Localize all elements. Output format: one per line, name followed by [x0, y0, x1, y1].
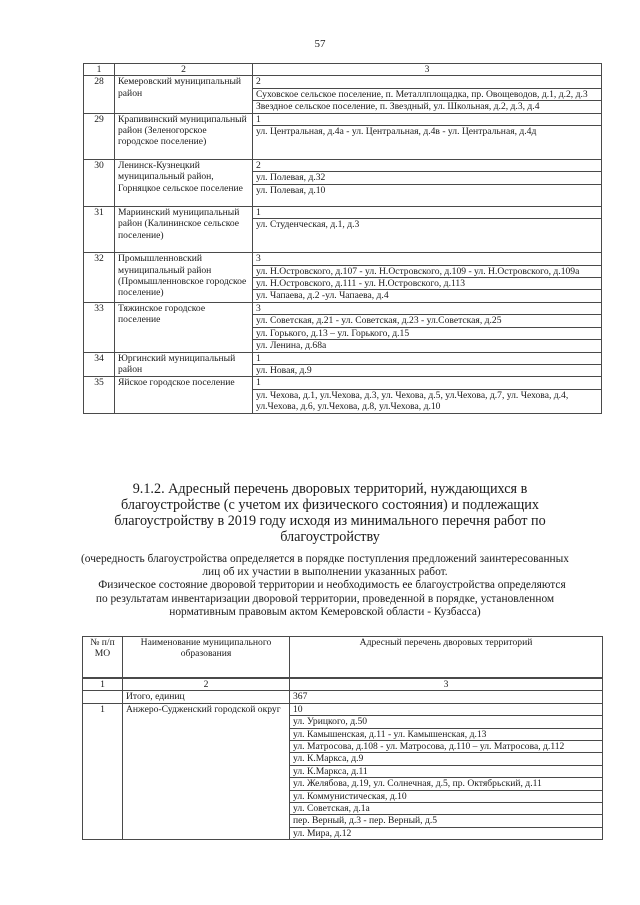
address-entry: ул. Полевая, д.10 [253, 184, 602, 206]
column-number: 2 [123, 678, 290, 691]
address-entry: ул. Н.Островского, д.111 - ул. Н.Островского, д.113 [253, 278, 602, 290]
column-number: 3 [253, 64, 602, 76]
header-municipality: Наименование муниципального образования [123, 637, 290, 679]
column-numbering-row [84, 64, 602, 76]
column-numbering-row [83, 678, 603, 691]
address-table-2019 [82, 636, 603, 840]
address-count: 1 [253, 113, 602, 125]
row-number: 32 [84, 253, 115, 303]
table-row [84, 206, 602, 218]
table-row [83, 703, 603, 715]
address-count: 10 [290, 703, 603, 715]
row-number: 1 [83, 703, 123, 839]
municipality-name: Крапивинский муниципальный район (Зеленогорское городское поселение) [115, 113, 253, 159]
row-number: 35 [84, 377, 115, 413]
table-row [84, 113, 602, 125]
municipality-name: Кемеровский муниципальный район [115, 76, 253, 113]
address-entry: пер. Верный, д.3 - пер. Верный, д.5 [290, 815, 603, 827]
address-entry: ул. Н.Островского, д.107 - ул. Н.Островского, д.109 - ул. Н.Островского, д.109а [253, 265, 602, 277]
column-number: 1 [83, 678, 123, 691]
table-row [84, 160, 602, 172]
municipality-name: Анжеро-Судженский городской округ [123, 703, 290, 839]
table-row [84, 352, 602, 364]
address-entry: ул. Центральная, д.4а - ул. Центральная, д.4в - ул. Центральная, д.4д [253, 126, 602, 160]
table-row [84, 377, 602, 389]
address-entry: ул. Полевая, д.32 [253, 172, 602, 184]
address-count: 1 [253, 377, 602, 389]
table-row [84, 253, 602, 265]
municipality-name: Тяжинское городское поселение [115, 302, 253, 352]
row-number: 33 [84, 302, 115, 352]
note-priority: (очередность благоустройства определяется в порядке поступления предложений заинтересованных лиц об их участии в выполнении указанных работ. [81, 553, 569, 579]
header-number: № п/п МО [83, 637, 123, 679]
address-entry: ул. Новая, д.9 [253, 364, 602, 376]
address-entry: ул. К.Маркса, д.9 [290, 753, 603, 765]
address-count: 3 [253, 302, 602, 314]
municipality-name: Ленинск-Кузнецкий муниципальный район, Горняцкое сельское поселение [115, 160, 253, 207]
address-entry: ул. Коммунистическая, д.10 [290, 790, 603, 802]
address-entry: ул. Матросова, д.108 - ул. Матросова, д.110 – ул. Матросова, д.112 [290, 741, 603, 753]
row-number: 31 [84, 206, 115, 252]
address-entry: ул. К.Маркса, д.11 [290, 765, 603, 777]
column-header-row [83, 637, 603, 679]
note-physical-state: Физическое состояние дворовой территории и необходимость ее благоустройства определяются по результатам инвентаризации дворовой территории, проведенной в порядке, установленном нормативным правовым актом Кемеровской области - Кузбасса) [95, 579, 566, 618]
municipality-name: Мариинский муниципальный район (Калининское сельское поселение) [115, 206, 253, 252]
column-number: 2 [115, 64, 253, 76]
total-row [83, 691, 603, 703]
address-entry: ул. Камышенская, д.11 - ул. Камышенская, д.13 [290, 728, 603, 740]
address-entry: ул. Студенческая, д.1, д.3 [253, 219, 602, 253]
row-number: 30 [84, 160, 115, 207]
section-heading: 9.1.2. Адресный перечень дворовых территорий, нуждающихся в благоустройстве (с учетом их физического состояния) и подлежащих благоустройству в 2019 году исходя из минимального перечня работ по благоустройству [114, 481, 546, 545]
address-entry: ул. Чапаева, д.2 -ул. Чапаева, д.4 [253, 290, 602, 302]
table-row [84, 76, 602, 88]
municipality-name: Юргинский муниципальный район [115, 352, 253, 377]
table-row [84, 302, 602, 314]
column-number: 1 [84, 64, 115, 76]
address-entry: ул. Чехова, д.1, ул.Чехова, д.3, ул. Чехова, д.5, ул.Чехова, д.7, ул. Чехова, д.4, ул.Чехова, д.6, ул.Чехова, д.8, ул.Чехова, д.10 [253, 389, 602, 413]
address-count: 2 [253, 76, 602, 88]
row-number: 28 [84, 76, 115, 113]
header-addresses: Адресный перечень дворовых территорий [290, 637, 603, 679]
address-count: 1 [253, 352, 602, 364]
municipality-name: Яйское городское поселение [115, 377, 253, 413]
municipality-name: Промышленновский муниципальный район (Промышленновское городское поселение) [115, 253, 253, 303]
row-number: 29 [84, 113, 115, 159]
address-entry: ул. Горького, д.13 – ул. Горького, д.15 [253, 327, 602, 339]
section-note [80, 553, 570, 619]
address-entry: ул. Советская, д.1а [290, 803, 603, 815]
address-count: 2 [253, 160, 602, 172]
address-entry: ул. Мира, д.12 [290, 827, 603, 839]
address-entry: ул. Советская, д.21 - ул. Советская, д.23 - ул.Советская, д.25 [253, 315, 602, 327]
page-number: 57 [314, 38, 326, 50]
total-value: 367 [290, 691, 603, 703]
address-table-continued [83, 63, 602, 414]
address-entry: Суховское сельское поселение, п. Металлплощадка, пр. Овощеводов, д.1, д.2, д.3 [253, 88, 602, 100]
row-number: 34 [84, 352, 115, 377]
address-entry: ул. Желябова, д.19, ул. Солнечная, д.5, пр. Октябрьский, д.11 [290, 778, 603, 790]
address-count: 1 [253, 206, 602, 218]
address-count: 3 [253, 253, 602, 265]
total-label: Итого, единиц [123, 691, 290, 703]
address-entry: ул. Урицкого, д.50 [290, 716, 603, 728]
column-number: 3 [290, 678, 603, 691]
address-entry: ул. Ленина, д.68а [253, 340, 602, 352]
address-entry: Звездное сельское поселение, п. Звездный, ул. Школьная, д.2, д.3, д.4 [253, 101, 602, 113]
